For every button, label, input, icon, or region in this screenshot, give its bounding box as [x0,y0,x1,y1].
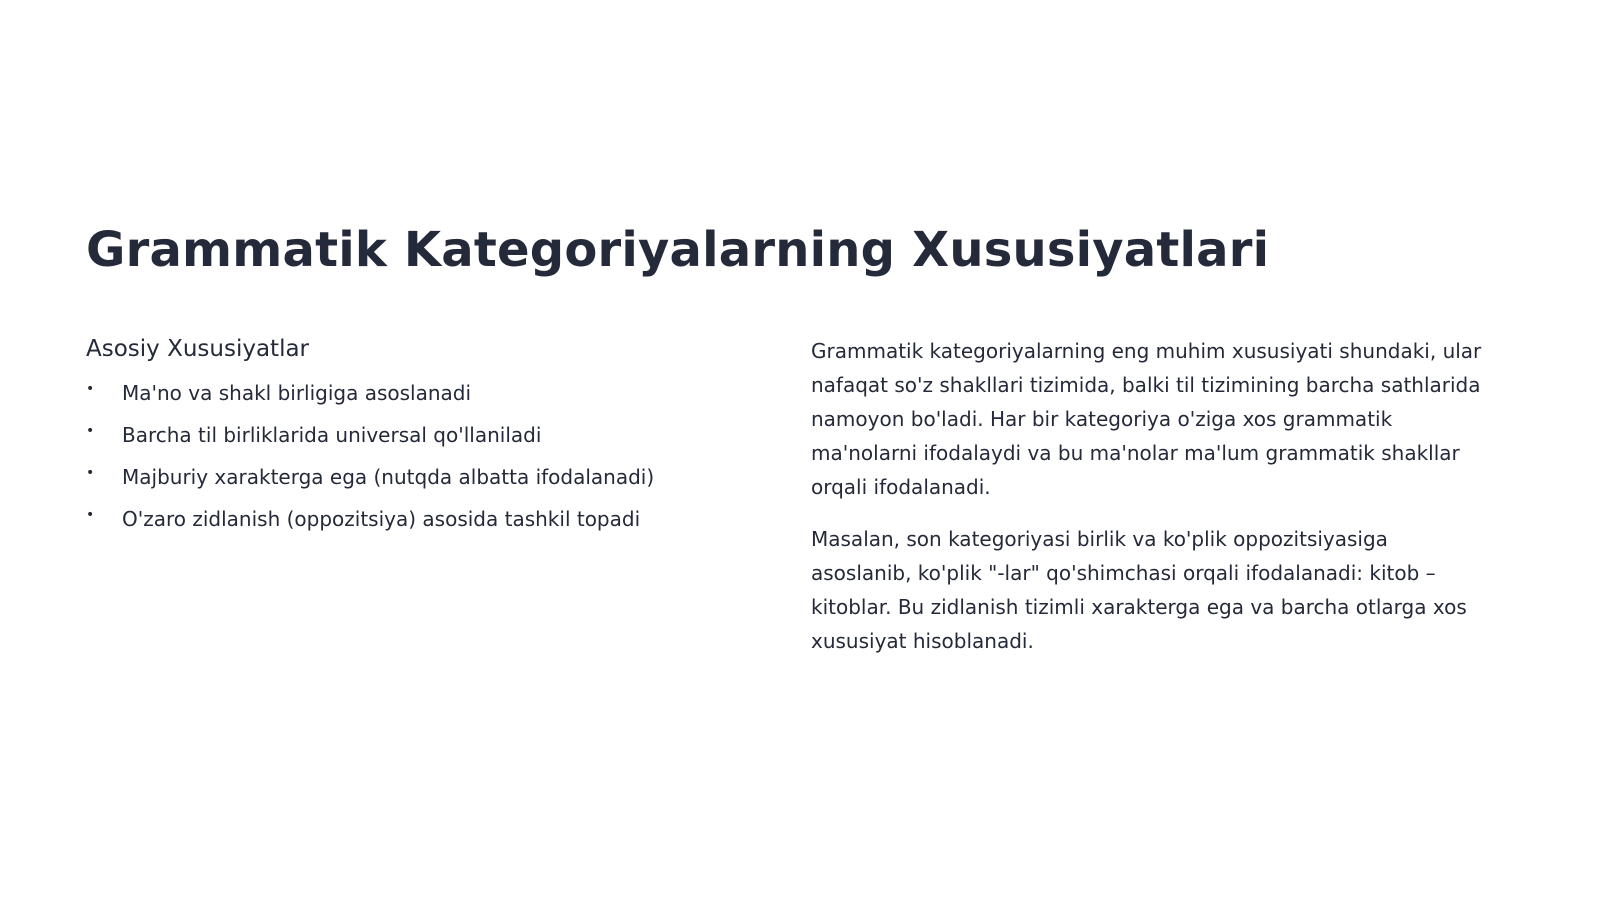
slide-title: Grammatik Kategoriyalarning Xususiyatlari [86,222,1270,278]
bullet-text: Majburiy xarakterga ega (nutqda albatta ifodalanadi) [122,465,655,489]
body-paragraph: Grammatik kategoriyalarning eng muhim xususiyati shundaki, ular nafaqat so'z shakllari tizimida, balki til tizimining barcha sathlarida namoyon bo'ladi. Har bir kategoriya o'ziga xos grammatik ma'nolarni ifodalaydi va bu ma'nolar ma'lum grammatik shakllar orqali ifodalanadi. [811,339,1482,499]
left-column [86,334,746,548]
bullet-item [86,380,746,422]
bullet-item [86,464,746,506]
bullet-text: O'zaro zidlanish (oppozitsiya) asosida tashkil topadi [122,507,641,531]
bullet-text: Ma'no va shakl birligiga asoslanadi [122,381,472,405]
bullet-icon: • [86,465,95,481]
body-paragraph: Masalan, son kategoriyasi birlik va ko'plik oppozitsiyasiga asoslanib, ko'plik "-lar" qo'shimchasi orqali ifodalanadi: kitob – kitoblar. Bu zidlanish tizimli xarakterga ega va barcha otlarga xos xususiyat hisoblanadi. [811,527,1467,653]
right-column [811,334,1491,676]
bullet-icon: • [86,381,95,397]
bullet-text: Barcha til birliklarida universal qo'llaniladi [122,423,542,447]
bullet-icon: • [86,507,95,523]
bullet-item [86,422,746,464]
bullet-icon: • [86,423,95,439]
bullet-item [86,506,746,548]
section-heading: Asosiy Xususiyatlar [86,336,310,362]
bullet-list [86,380,746,548]
